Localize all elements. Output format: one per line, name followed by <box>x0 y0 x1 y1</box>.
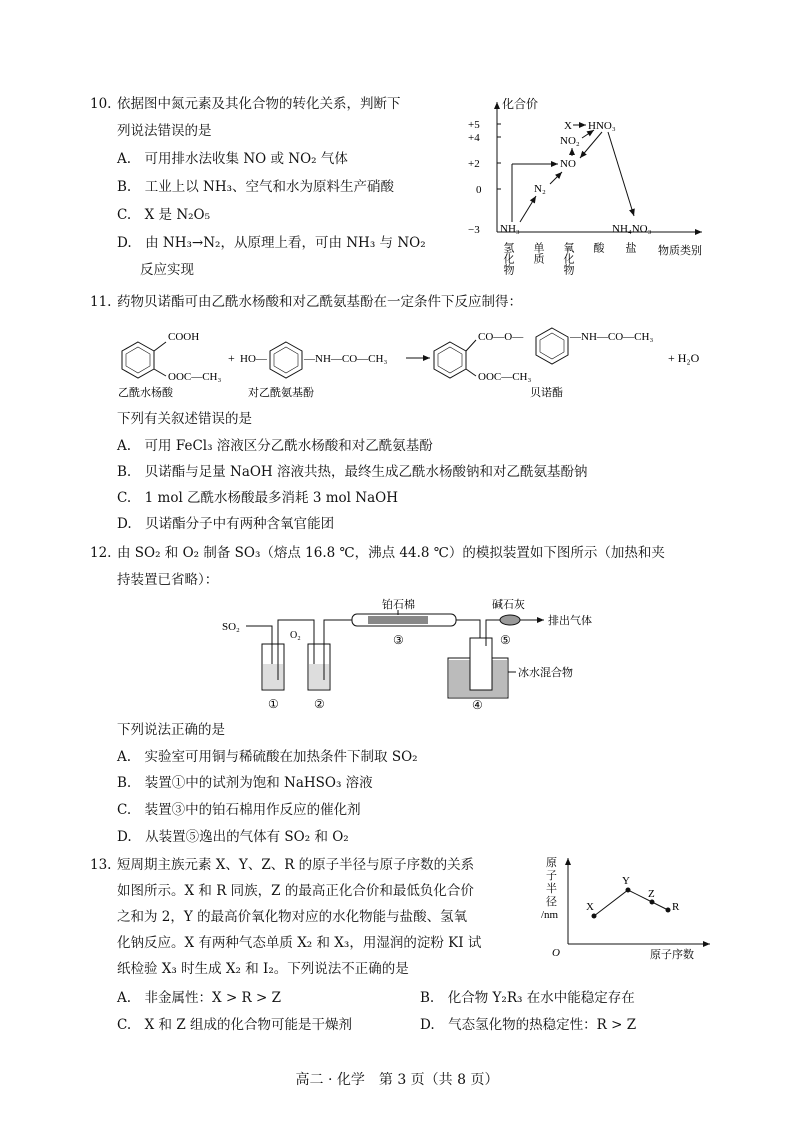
q12-apparatus <box>218 598 618 710</box>
q10-x-cat-element: 单质 <box>532 242 544 264</box>
q12-option-a: A. 实验室可用铜与稀硫酸在加热条件下制取 SO₂ <box>117 749 418 765</box>
app-label-1: ① <box>268 697 279 710</box>
q13-origin: O <box>552 947 560 959</box>
q12-stem-line1: 由 SO₂ 和 O₂ 制备 SO₃（熔点 16.8 ℃，沸点 44.8 ℃）的模拟装置如下图所示（加热和夹 <box>117 545 665 561</box>
r1-name: 乙酰水杨酸 <box>118 387 173 399</box>
app-catalyst: 铂石棉 <box>382 599 415 611</box>
q10-stem-line1: 依据图中氮元素及其化合物的转化关系，判断下 <box>117 96 401 112</box>
p-amide: —NH—CO—CH₃ <box>570 331 654 343</box>
point-x <box>592 914 597 919</box>
r1-cooh: COOH <box>168 331 200 343</box>
plus-1: + <box>228 351 235 365</box>
q13-option-b: B. 化合物 Y₂R₃ 在水中能稳定存在 <box>420 990 635 1006</box>
q13-stem-line: 之和为 2，Y 的最高价氧化物对应的水化物能与盐酸、氢氧 <box>117 909 468 925</box>
q11-option-c: C. 1 mol 乙酰水杨酸最多消耗 3 mol NaOH <box>117 490 398 506</box>
q10-y-tick: −3 <box>468 224 480 236</box>
q13-y-label: /nm <box>541 909 559 921</box>
q13-option-d: D. 气态氢化物的热稳定性：R > Z <box>420 1017 637 1033</box>
q13-option-a: A. 非金属性：X > R > Z <box>117 990 281 1006</box>
label-r: R <box>672 901 680 913</box>
q11-option-d: D. 贝诺酯分子中有两种含氧官能团 <box>117 516 335 532</box>
q11-prompt: 下列有关叙述错误的是 <box>117 411 252 427</box>
q10-x-cat-salt: 盐 <box>624 242 636 253</box>
p-ooc: OOC—CH₃ <box>478 371 532 383</box>
q13-option-c: C. X 和 Z 组成的化合物可能是干燥剂 <box>117 1017 353 1033</box>
app-lime: 碱石灰 <box>492 599 525 611</box>
q10-option-c: C. X 是 N₂O₅ <box>117 207 211 223</box>
r2-amide: —NH—CO—CH₃ <box>304 353 388 365</box>
q10-x-cat-acid: 酸 <box>592 242 604 253</box>
q10-x-axis-label: 物质类别 <box>658 245 702 257</box>
q11-number: 11. <box>90 294 112 310</box>
q13-stem-line: 短周期主族元素 X、Y、Z、R 的原子半径与原子序数的关系 <box>117 857 475 873</box>
app-exhaust: 排出气体 <box>548 615 592 627</box>
q10-x-cat-oxide: 氧化物 <box>562 242 574 275</box>
q13-y-label: 子 <box>546 870 557 882</box>
q12-option-c: C. 装置③中的铂石棉用作反应的催化剂 <box>117 802 361 818</box>
q10-option-a: A. 可用排水法收集 NO 或 NO₂ 气体 <box>117 151 348 167</box>
label-y: Y <box>622 875 630 887</box>
q11-option-a: A. 可用 FeCl₃ 溶液区分乙酰水杨酸和对乙酰氨基酚 <box>117 438 433 454</box>
species-no: NO <box>560 158 576 170</box>
q11-option-b: B. 贝诺酯与足量 NaOH 溶液共热，最终生成乙酰水杨酸钠和对乙酰氨基酚钠 <box>117 464 588 480</box>
r2-name: 对乙酰氨基酚 <box>248 387 314 399</box>
q13-radius-chart <box>538 852 718 964</box>
app-so2: SO₂ <box>222 621 240 633</box>
q10-y-axis-label: 化合价 <box>502 97 539 111</box>
species-nh3: NH₃ <box>500 223 520 235</box>
q13-y-label: 径 <box>546 896 557 908</box>
q13-stem-line: 如图所示。X 和 R 同族，Z 的最高正化合价和最低负化合价 <box>117 883 474 899</box>
q12-number: 12. <box>90 545 112 561</box>
label-z: Z <box>648 888 655 900</box>
app-ice: 冰水混合物 <box>518 667 573 679</box>
q10-option-b: B. 工业上以 NH₃、空气和水为原料生产硝酸 <box>117 179 394 195</box>
q10-number: 10. <box>90 96 112 112</box>
q13-x-label: 原子序数 <box>650 949 694 961</box>
r1-ooc: OOC—CH₃ <box>168 371 222 383</box>
species-no2: NO₂ <box>560 135 580 147</box>
q13-y-label: 半 <box>546 883 557 895</box>
p-coo: CO—O— <box>478 331 524 343</box>
q10-y-tick: 0 <box>476 184 482 196</box>
q13-stem-line: 化钠反应。X 有两种气态单质 X₂ 和 X₃，用湿润的淀粉 KI 试 <box>117 935 482 951</box>
q10-stem-line2: 列说法错误的是 <box>117 123 212 139</box>
plus-h2o: + H₂O <box>668 351 700 365</box>
q13-number: 13. <box>90 857 112 873</box>
q12-option-b: B. 装置①中的试剂为饱和 NaHSO₃ 溶液 <box>117 775 373 791</box>
point-y <box>626 888 631 893</box>
point-z <box>650 900 655 905</box>
species-nh4no3: NH₄NO₃ <box>612 223 652 235</box>
app-label-2: ② <box>314 697 325 710</box>
page-footer: 高二 · 化学 第 3 页（共 8 页） <box>295 1072 499 1088</box>
q10-y-tick: +4 <box>468 132 480 144</box>
q12-option-d: D. 从装置⑤逸出的气体有 SO₂ 和 O₂ <box>117 829 349 845</box>
point-r <box>666 908 671 913</box>
q10-option-d-cont: 反应实现 <box>140 262 194 278</box>
q12-prompt: 下列说法正确的是 <box>117 722 225 738</box>
label-x: X <box>586 901 594 913</box>
q10-option-d: D. 由 NH₃→N₂，从原理上看，可由 NH₃ 与 NO₂ <box>117 235 426 251</box>
q13-stem-line: 纸检验 X₃ 时生成 X₂ 和 I₂。下列说法不正确的是 <box>117 961 409 977</box>
app-label-4: ④ <box>472 698 483 710</box>
species-hno3: HNO₃ <box>588 120 616 132</box>
r2-ho: HO— <box>240 353 267 365</box>
app-label-3: ③ <box>393 633 404 647</box>
species-x: X <box>564 120 572 132</box>
q12-stem-line2: 持装置已省略）： <box>117 572 219 588</box>
q10-y-tick: +2 <box>468 158 480 170</box>
app-o2: O₂ <box>290 630 301 641</box>
q11-stem: 药物贝诺酯可由乙酰水杨酸和对乙酰氨基酚在一定条件下反应制得： <box>117 294 522 310</box>
q10-valence-chart <box>462 92 718 287</box>
q11-reaction-scheme <box>110 322 730 402</box>
q10-y-tick: +5 <box>468 119 480 131</box>
app-label-5: ⑤ <box>500 633 511 647</box>
p-name: 贝诺酯 <box>530 387 563 399</box>
q13-y-label: 原 <box>546 857 557 869</box>
species-n2: N₂ <box>534 183 546 195</box>
q10-x-cat-hydride: 氢化物 <box>502 242 514 275</box>
